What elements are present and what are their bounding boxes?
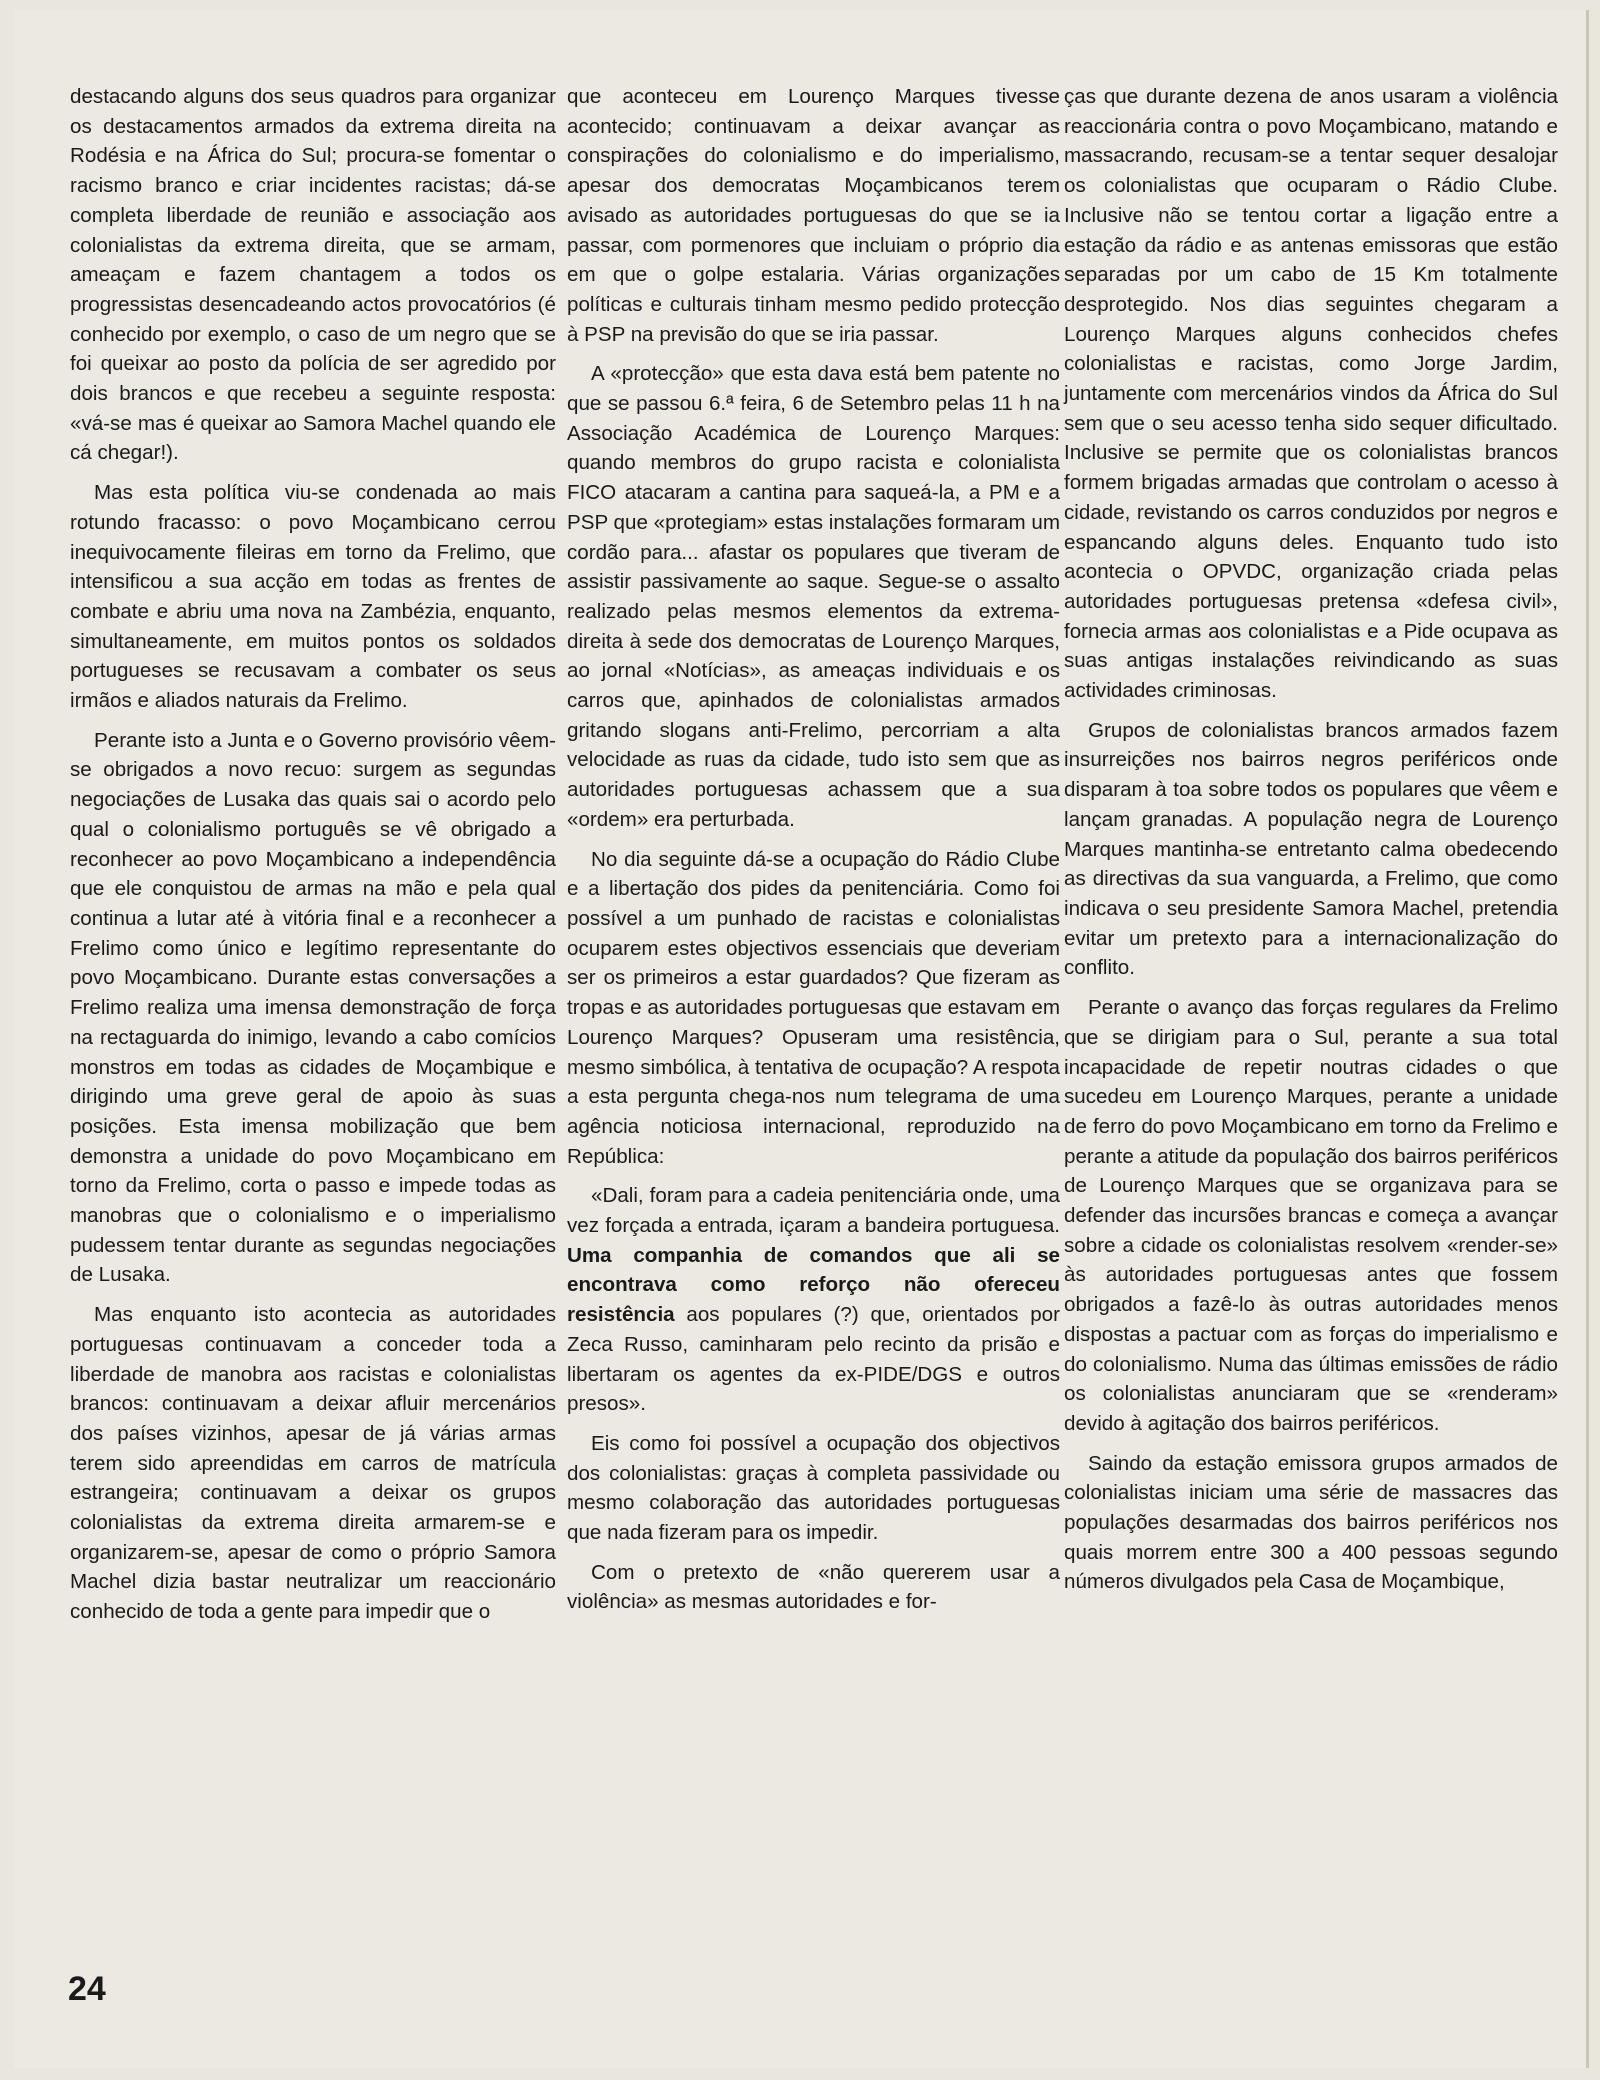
paragraph: Com o pretexto de «não quererem usar a violência» as mesmas autoridades e for- — [567, 1560, 1060, 1614]
paragraph: Perante o avanço das forças regulares da Frelimo que se dirigiam para o Sul, perante a sua total incapacidade de repetir noutras cidades o que sucedeu em Lourenço Marques, perante a unidade de ferro do povo Moçambicano em torno da Frelimo e perante a atitude da população dos bairros periféricos de Lourenço Marques que se organizava para se defender das incursões brancas e começa a avançar sobre a cidade os colonialistas resolvem «render-se» às autoridades portuguesas antes que fossem obrigados a fazê-lo às outras autoridades menos dispostas a pactuar com as forças do imperialismo e do colonialismo. Numa das últimas emissões de rádio os colonialistas anunciaram que se «renderam» devido à agitação dos bairros periféricos. — [1064, 996, 1558, 1435]
paragraph: Grupos de colonialistas brancos armados fazem insurreições nos bairros negros periféricos onde disparam à toa sobre todos os populares que vêem e lançam granadas. A população negra de Lourenço Marques mantinha-se entretanto calma obedecendo as directivas da sua vanguarda, a Frelimo, que como indicava o seu presidente Samora Machel, pretendia evitar um pretexto para a internacionalização do conflito. — [1064, 718, 1558, 980]
paragraph: destacando alguns dos seus quadros para organizar os destacamentos armados da extrema direita na Rodésia e na África do Sul; procura-se fomentar o racismo branco e criar incidentes racistas; dá-se completa liberdade de reunião e associação aos colonialistas da extrema direita, que se armam, ameaçam e fazem chantagem a todos os progressistas desencadeando actos provocatórios (é conhecido por exemplo, o caso de um negro que se foi queixar ao posto da polícia de ser agredido por dois brancos e que recebeu a seguinte resposta: «vá-se mas é queixar ao Samora Machel quando ele cá chegar!). — [70, 85, 556, 465]
paragraph: Mas esta política viu-se condenada ao mais rotundo fracasso: o povo Moçambicano cerrou inequivocamente fileiras em torno da Frelimo, que intensificou a sua acção em todas as frentes de combate e abriu uma nova na Zambézia, enquanto, simultaneamente, em muitos pontos os soldados portugueses se recusavam a combater os seus irmãos e aliados naturais da Frelimo. — [70, 481, 556, 713]
text-column-1 — [70, 82, 556, 1637]
paragraph: Saindo da estação emissora grupos armados de colonialistas iniciam uma série de massacres das populações desarmadas dos bairros periféricos nos quais morrem entre 300 a 400 pessoas segundo números divulgados pela Casa de Moçambique, — [1064, 1451, 1558, 1594]
magazine-page — [14, 10, 1589, 2068]
paragraph: A «protecção» que esta dava está bem patente no que se passou 6.ª feira, 6 de Setembro pelas 11 h na Associação Académica de Lourenço Marques: quando membros do grupo racista e colonialista FICO atacaram a cantina para saqueá-la, a PM e a PSP que «protegiam» estas instalações formaram um cordão para... afastar os populares que tiveram de assistir passivamente ao saque. Segue-se o assalto realizado pelas mesmos elementos da extrema-direita à sede dos democratas de Lourenço Marques, ao jornal «Notícias», as ameaças individuais e os carros que, apinhados de colonialistas armados gritando slogans anti-Frelimo, percorriam a alta velocidade as ruas da cidade, tudo isto sem que as autoridades portuguesas achassem que a sua «ordem» era perturbada. — [567, 362, 1060, 831]
paragraph: Mas enquanto isto acontecia as autoridades portuguesas continuavam a conceder toda a liberdade de manobra aos racistas e colonialistas brancos: continuavam a deixar afluir mercenários dos países vizinhos, apesar de já várias armas terem sido apreendidas em carros de matrícula estrangeira; continuavam a deixar os grupos colonialistas da extrema direita armarem-se e organizarem-se, apesar de como o próprio Samora Machel dizia bastar neutralizar um reaccionário conhecido de toda a gente para impedir que o — [70, 1303, 556, 1624]
paragraph: Perante isto a Junta e o Governo provisório vêem-se obrigados a novo recuo: surgem as segundas negociações de Lusaka das quais sai o acordo pelo qual o colonialismo português se vê obrigado a reconhecer ao povo Moçambicano a independência que ele conquistou de armas na mão e pela qual continua a lutar até à vitória final e a reconhecer a Frelimo como único e legítimo representante do povo Moçambicano. Durante estas conversações a Frelimo realiza uma imensa demonstração de força na rectaguarda do inimigo, levando a cabo comícios monstros em todas as cidades de Moçambique e dirigindo uma greve geral de apoio às suas posições. Esta imensa mobilização que bem demonstra a unidade do povo Moçambicano em torno da Frelimo, corta o passo e impede todas as manobras que o colonialismo e o imperialismo pudessem tentar durante as segundas negociações de Lusaka. — [70, 728, 556, 1287]
quote-paragraph — [567, 1181, 1060, 1419]
quote-bold-text: Uma companhia de comandos que ali se encontrava como reforço não ofereceu resistência — [567, 1243, 1060, 1327]
page-number: 24 — [68, 1970, 106, 2008]
text-column-3 — [1064, 82, 1558, 1607]
paragraph: Eis como foi possível a ocupação dos objectivos dos colonialistas: graças à completa passividade ou mesmo colaboração das autoridades portuguesas que nada fizeram para os impedir. — [567, 1431, 1060, 1545]
text-column-2 — [567, 82, 1060, 1627]
paragraph: ças que durante dezena de anos usaram a violência reaccionária contra o povo Moçambicano, matando e massacrando, recusam-se a tentar sequer desalojar os colonialistas que ocuparam o Rádio Clube. Inclusive não se tentou cortar a ligação entre a estação da rádio e as antenas emissoras que estão separadas por um cabo de 15 Km totalmente desprotegido. Nos dias seguintes chegaram a Lourenço Marques alguns conhecidos chefes colonialistas e racistas, como Jorge Jardim, juntamente com mercenários vindos da África do Sul sem que o seu acesso tenha sido sequer dificultado. Inclusive se permite que os colonialistas brancos formem brigadas armadas que controlam o acesso à cidade, revistando os carros conduzidos por negros e espancando alguns deles. Enquanto tudo isto acontecia o OPVDC, organização criada pelas autoridades portuguesas pretensa «defesa civil», fornecia armas aos colonialistas e a Pide ocupava as suas antigas instalações reivindicando as suas actividades criminosas. — [1064, 85, 1558, 703]
paragraph: No dia seguinte dá-se a ocupação do Rádio Clube e a libertação dos pides da penitenciária. Como foi possível a um punhado de racistas e colonialistas ocuparem estes objectivos essenciais que deveriam ser os primeiros a estar guardados? Que fizeram as tropas e as autoridades portuguesas que estavam em Lourenço Marques? Opuseram uma resistência, mesmo simbólica, à tentativa de ocupação? A respota a esta pergunta chega-nos num telegrama de uma agência noticiosa internacional, reproduzido na República: — [567, 847, 1060, 1168]
paragraph: que aconteceu em Lourenço Marques tivesse acontecido; continuavam a deixar avançar as conspirações do colonialismo e do imperialismo, apesar dos democratas Moçambicanos terem avisado as autoridades portuguesas do que se ia passar, com pormenores que incluiam o próprio dia em que o golpe estalaria. Várias organizações políticas e culturais tinham mesmo pedido protecção à PSP na previsão do que se iria passar. — [567, 85, 1060, 346]
quote-text: «Dali, foram para a cadeia penitenciária onde, uma vez forçada a entrada, içaram a bandeira portuguesa. — [567, 1184, 1060, 1238]
quote-text-end: aos populares (?) que, orientados por Zeca Russo, caminharam pelo recinto da prisão e libertaram os agentes da ex-PIDE/DGS e outros presos». — [567, 1303, 1060, 1416]
